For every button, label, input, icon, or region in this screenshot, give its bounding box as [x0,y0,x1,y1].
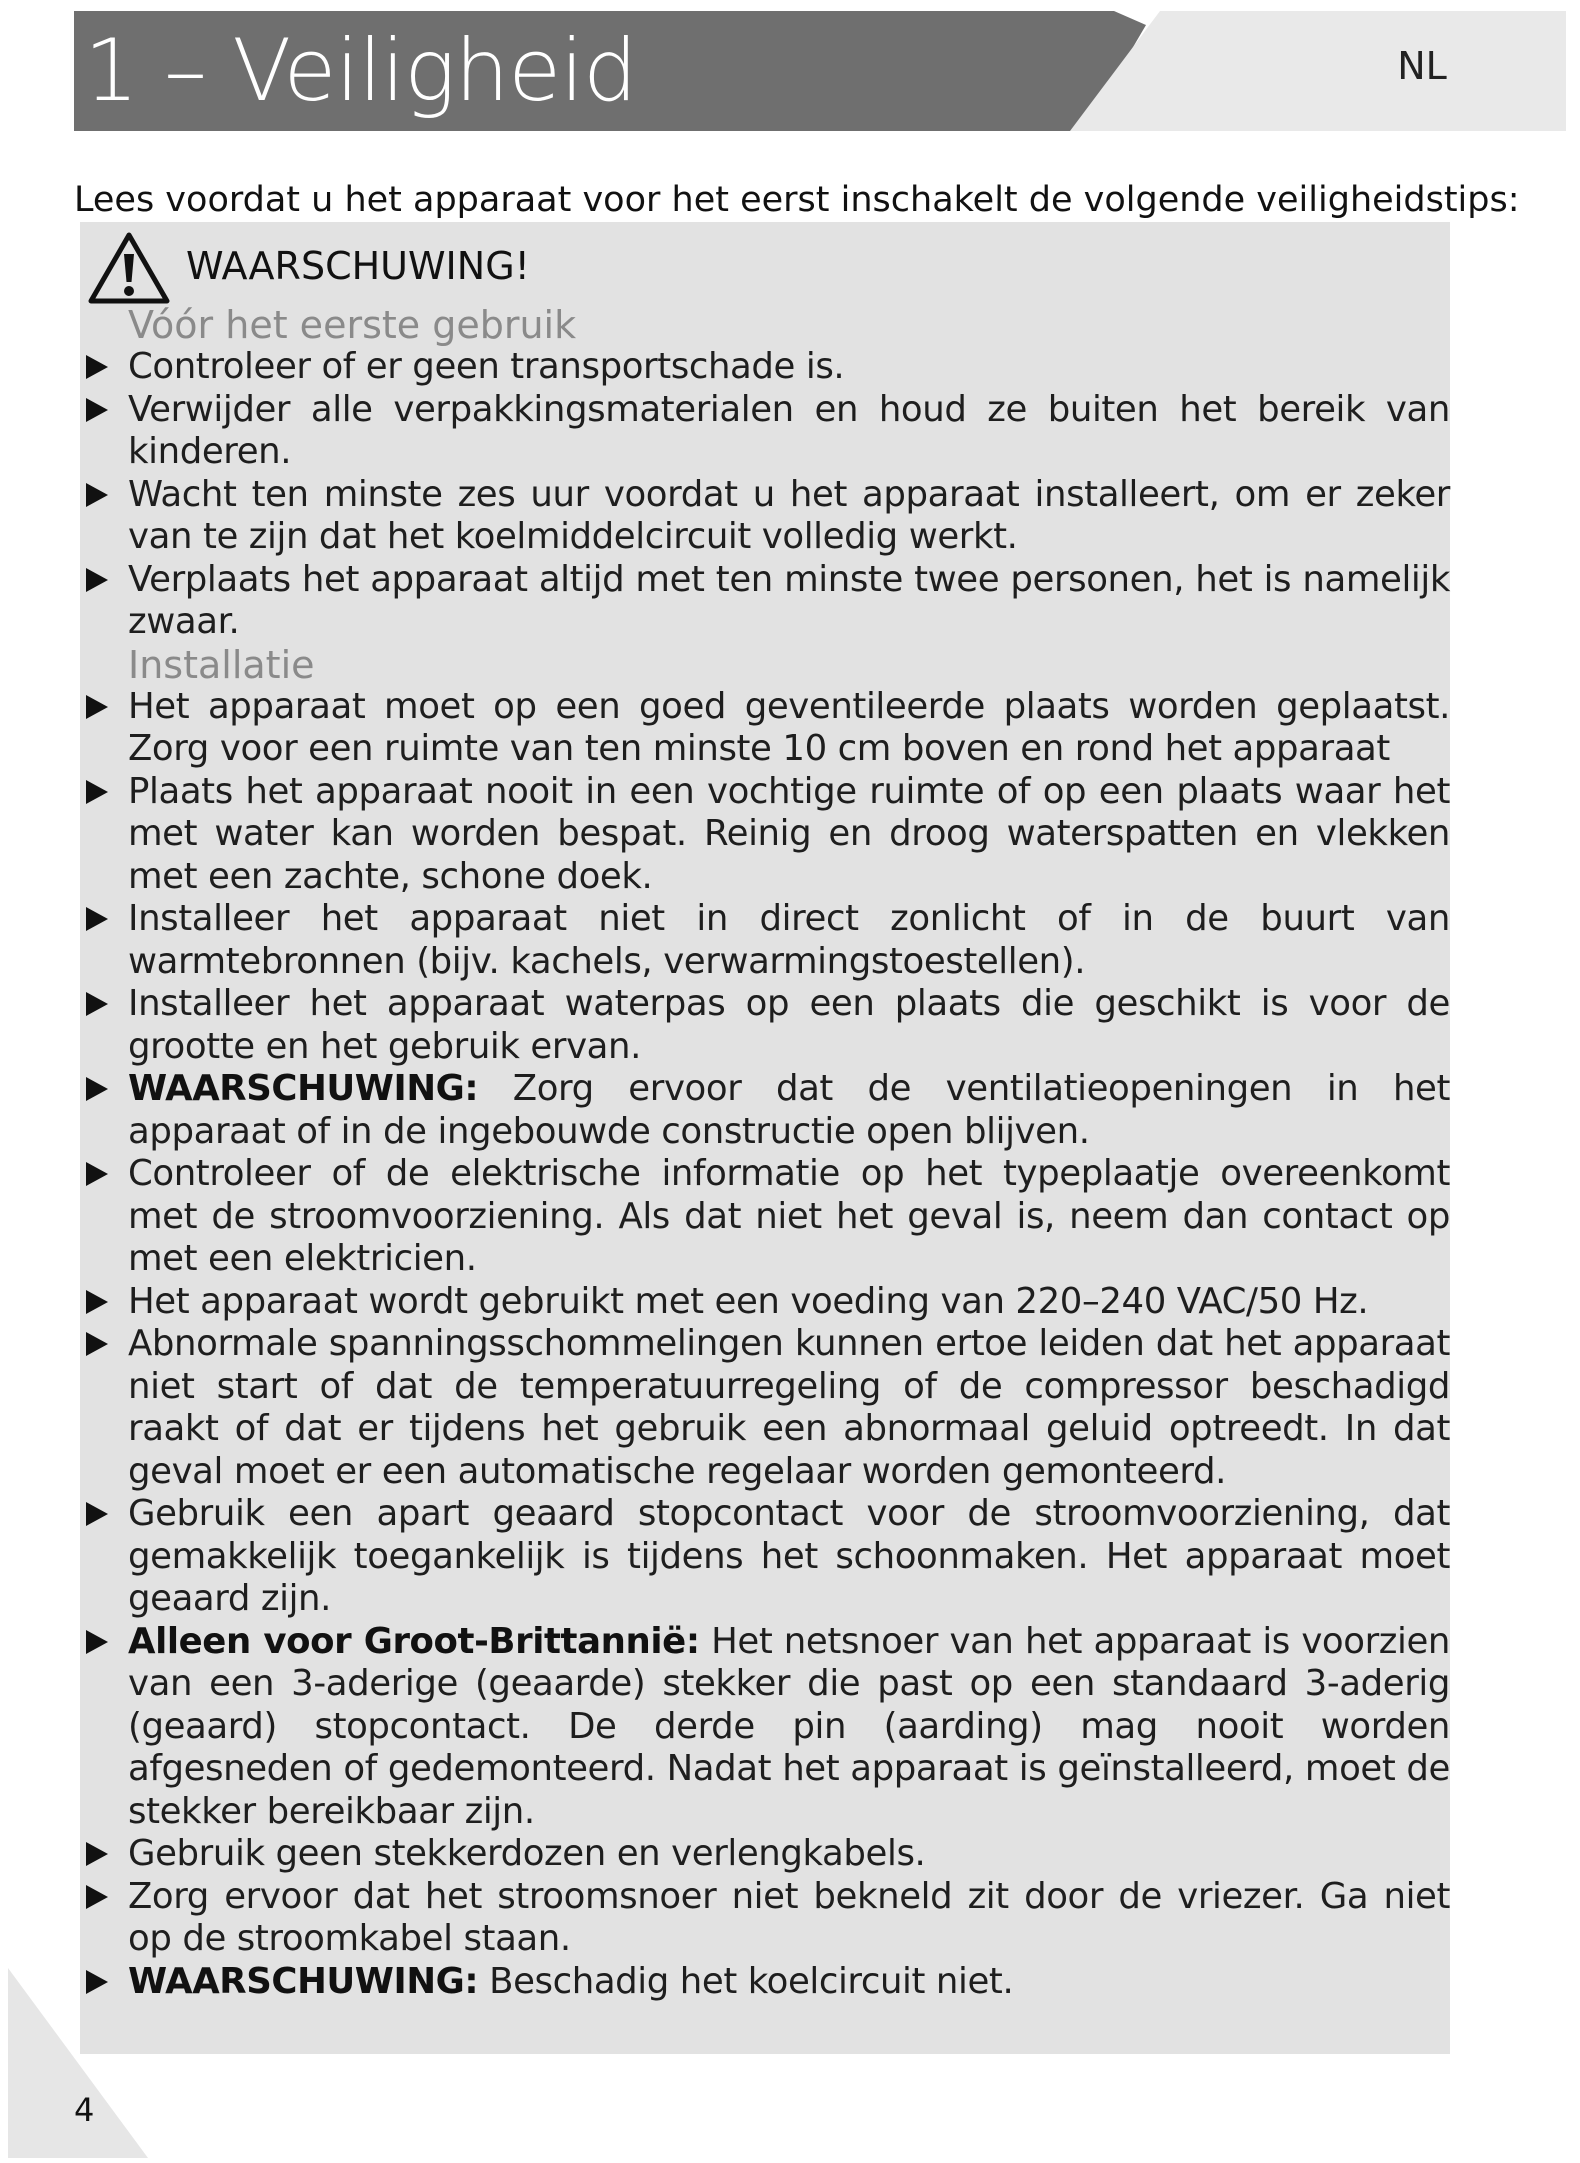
list-item-body: Zorg ervoor dat het stroomsnoer niet bekneld zit door de vriezer. Ga niet op de stroomkabel staan. [128,1875,1450,1959]
list-item-text [128,1323,1450,1493]
list-item-text [128,898,1450,983]
list-item [84,771,1450,899]
list-item-text [128,771,1450,899]
section-heading: Vóór het eerste gebruik [128,303,577,347]
bullet-triangle-icon [86,695,108,719]
bullet-triangle-icon [86,1630,108,1654]
list-item [84,559,1450,644]
list-item [84,1961,1450,2004]
warning-triangle-icon [86,230,172,306]
language-tab [1070,11,1566,131]
bullet-triangle-icon [86,1290,108,1314]
list-item-text [128,346,1450,389]
list-item [84,1153,1450,1281]
list-item [84,474,1450,559]
list-item-text [128,1876,1450,1961]
list-item-lead: WAARSCHUWING: [128,1960,479,2002]
bullet-triangle-icon [86,398,108,422]
intro-text: Lees voordat u het apparaat voor het eerst inschakelt de volgende veiligheidstips: [74,180,1520,220]
bullet-triangle-icon [86,1077,108,1101]
list-item-text [128,983,1450,1068]
section-title: 1 – Veiligheid [84,21,637,121]
list-item [84,1281,1450,1324]
list-item-text [128,474,1450,559]
list-item-body: Het netsnoer van het apparaat is voorzien van een 3-aderige (geaarde) stekker die past op een standaard 3-aderig (geaard) stopcontact. De derde pin (aarding) mag nooit worden afgesneden of gedemonteerd. Nadat het apparaat is geïnstalleerd, moet de stekker bereikbaar zijn. [128,1620,1451,1832]
list-item-body: Het apparaat wordt gebruikt met een voeding van 220–240 VAC/50 Hz. [128,1280,1369,1322]
list-item [84,1068,1450,1153]
list-item-body: Controleer of er geen transportschade is. [128,346,845,387]
bullet-triangle-icon [86,1842,108,1866]
list-item [84,1621,1450,1834]
list-item-body: Controleer of de elektrische informatie op het typeplaatje overeenkomt met de stroomvoorziening. Als dat niet het geval is, neem dan contact op met een elektricien. [128,1153,1450,1279]
bullet-triangle-icon [86,1332,108,1356]
list-item-body: Abnormale spanningsschommelingen kunnen ertoe leiden dat het apparaat niet start of dat de temperatuurregeling of de compressor beschadigd raakt of dat er tijdens het gebruik een abnormaal geluid optreedt. In dat geval moet er een automatische regelaar worden gemonteerd. [128,1323,1450,1492]
language-code: NL [1397,44,1447,88]
bullet-triangle-icon [86,1970,108,1994]
bullet-triangle-icon [86,907,108,931]
section-heading: Installatie [128,642,315,687]
list-item [84,389,1450,474]
warning-title: WAARSCHUWING! [186,244,530,288]
bullet-triangle-icon [86,992,108,1016]
list-item-text [128,1281,1450,1324]
list-item-text [128,389,1450,474]
list-item-body: Verwijder alle verpakkingsmaterialen en houd ze buiten het bereik van kinderen. [128,388,1450,472]
list-item-text [128,1153,1450,1281]
page-number: 4 [74,2091,95,2129]
list-item-body: Zorg ervoor dat de ventilatieopeningen in het apparaat of in de ingebouwde constructie open blijven. [128,1068,1451,1152]
bullet-triangle-icon [86,568,108,592]
list-item-body: Verplaats het apparaat altijd met ten minste twee personen, het is namelijk zwaar. [128,558,1450,642]
list-item-text [128,1068,1450,1153]
bullet-triangle-icon [86,355,108,379]
safety-list [84,304,1450,2003]
list-item-body: Gebruik geen stekkerdozen en verlengkabels. [128,1833,926,1874]
list-item-text [128,1493,1450,1621]
bullet-triangle-icon [86,1502,108,1526]
list-item [84,346,1450,389]
list-item-body: Plaats het apparaat nooit in een vochtige ruimte of op een plaats waar het met water kan worden bespat. Reinig en droog waterspatten en vlekken met een zachte, schone doek. [128,770,1450,897]
list-item-text [128,686,1450,771]
bullet-triangle-icon [86,780,108,804]
bullet-triangle-icon [86,1885,108,1909]
list-item-body: Het apparaat moet op een goed geventileerde plaats worden geplaatst. Zorg voor een ruimte van ten minste 10 cm boven en rond het apparaat [128,685,1450,769]
list-item-text [128,1833,1450,1876]
list-item [84,898,1450,983]
list-item-body: Gebruik een apart geaard stopcontact voor de stroomvoorziening, dat gemakkelijk toegankelijk is tijdens het schoonmaken. Het apparaat moet geaard zijn. [128,1493,1450,1619]
list-item-body: Wacht ten minste zes uur voordat u het apparaat installeert, om er zeker van te zijn dat het koelmiddelcircuit volledig werkt. [128,473,1450,557]
list-item [84,1493,1450,1621]
bullet-triangle-icon [86,483,108,507]
list-item [84,983,1450,1068]
list-item-text [128,1961,1450,2004]
list-item [84,1323,1450,1493]
list-item-text [128,1621,1450,1834]
list-item [84,1833,1450,1876]
bullet-triangle-icon [86,1162,108,1186]
list-item [84,686,1450,771]
list-item [84,1876,1450,1961]
list-item-lead: WAARSCHUWING: [128,1068,479,1109]
list-item-body: Installeer het apparaat waterpas op een plaats die geschikt is voor de grootte en het gebruik ervan. [128,983,1450,1067]
list-item-body: Installeer het apparaat niet in direct zonlicht of in de buurt van warmtebronnen (bijv. kachels, verwarmingstoestellen). [128,898,1450,982]
list-item-lead: Alleen voor Groot-Brittannië: [128,1620,700,1662]
list-item-text [128,559,1450,644]
list-item-body: Beschadig het koelcircuit niet. [489,1960,1014,2002]
